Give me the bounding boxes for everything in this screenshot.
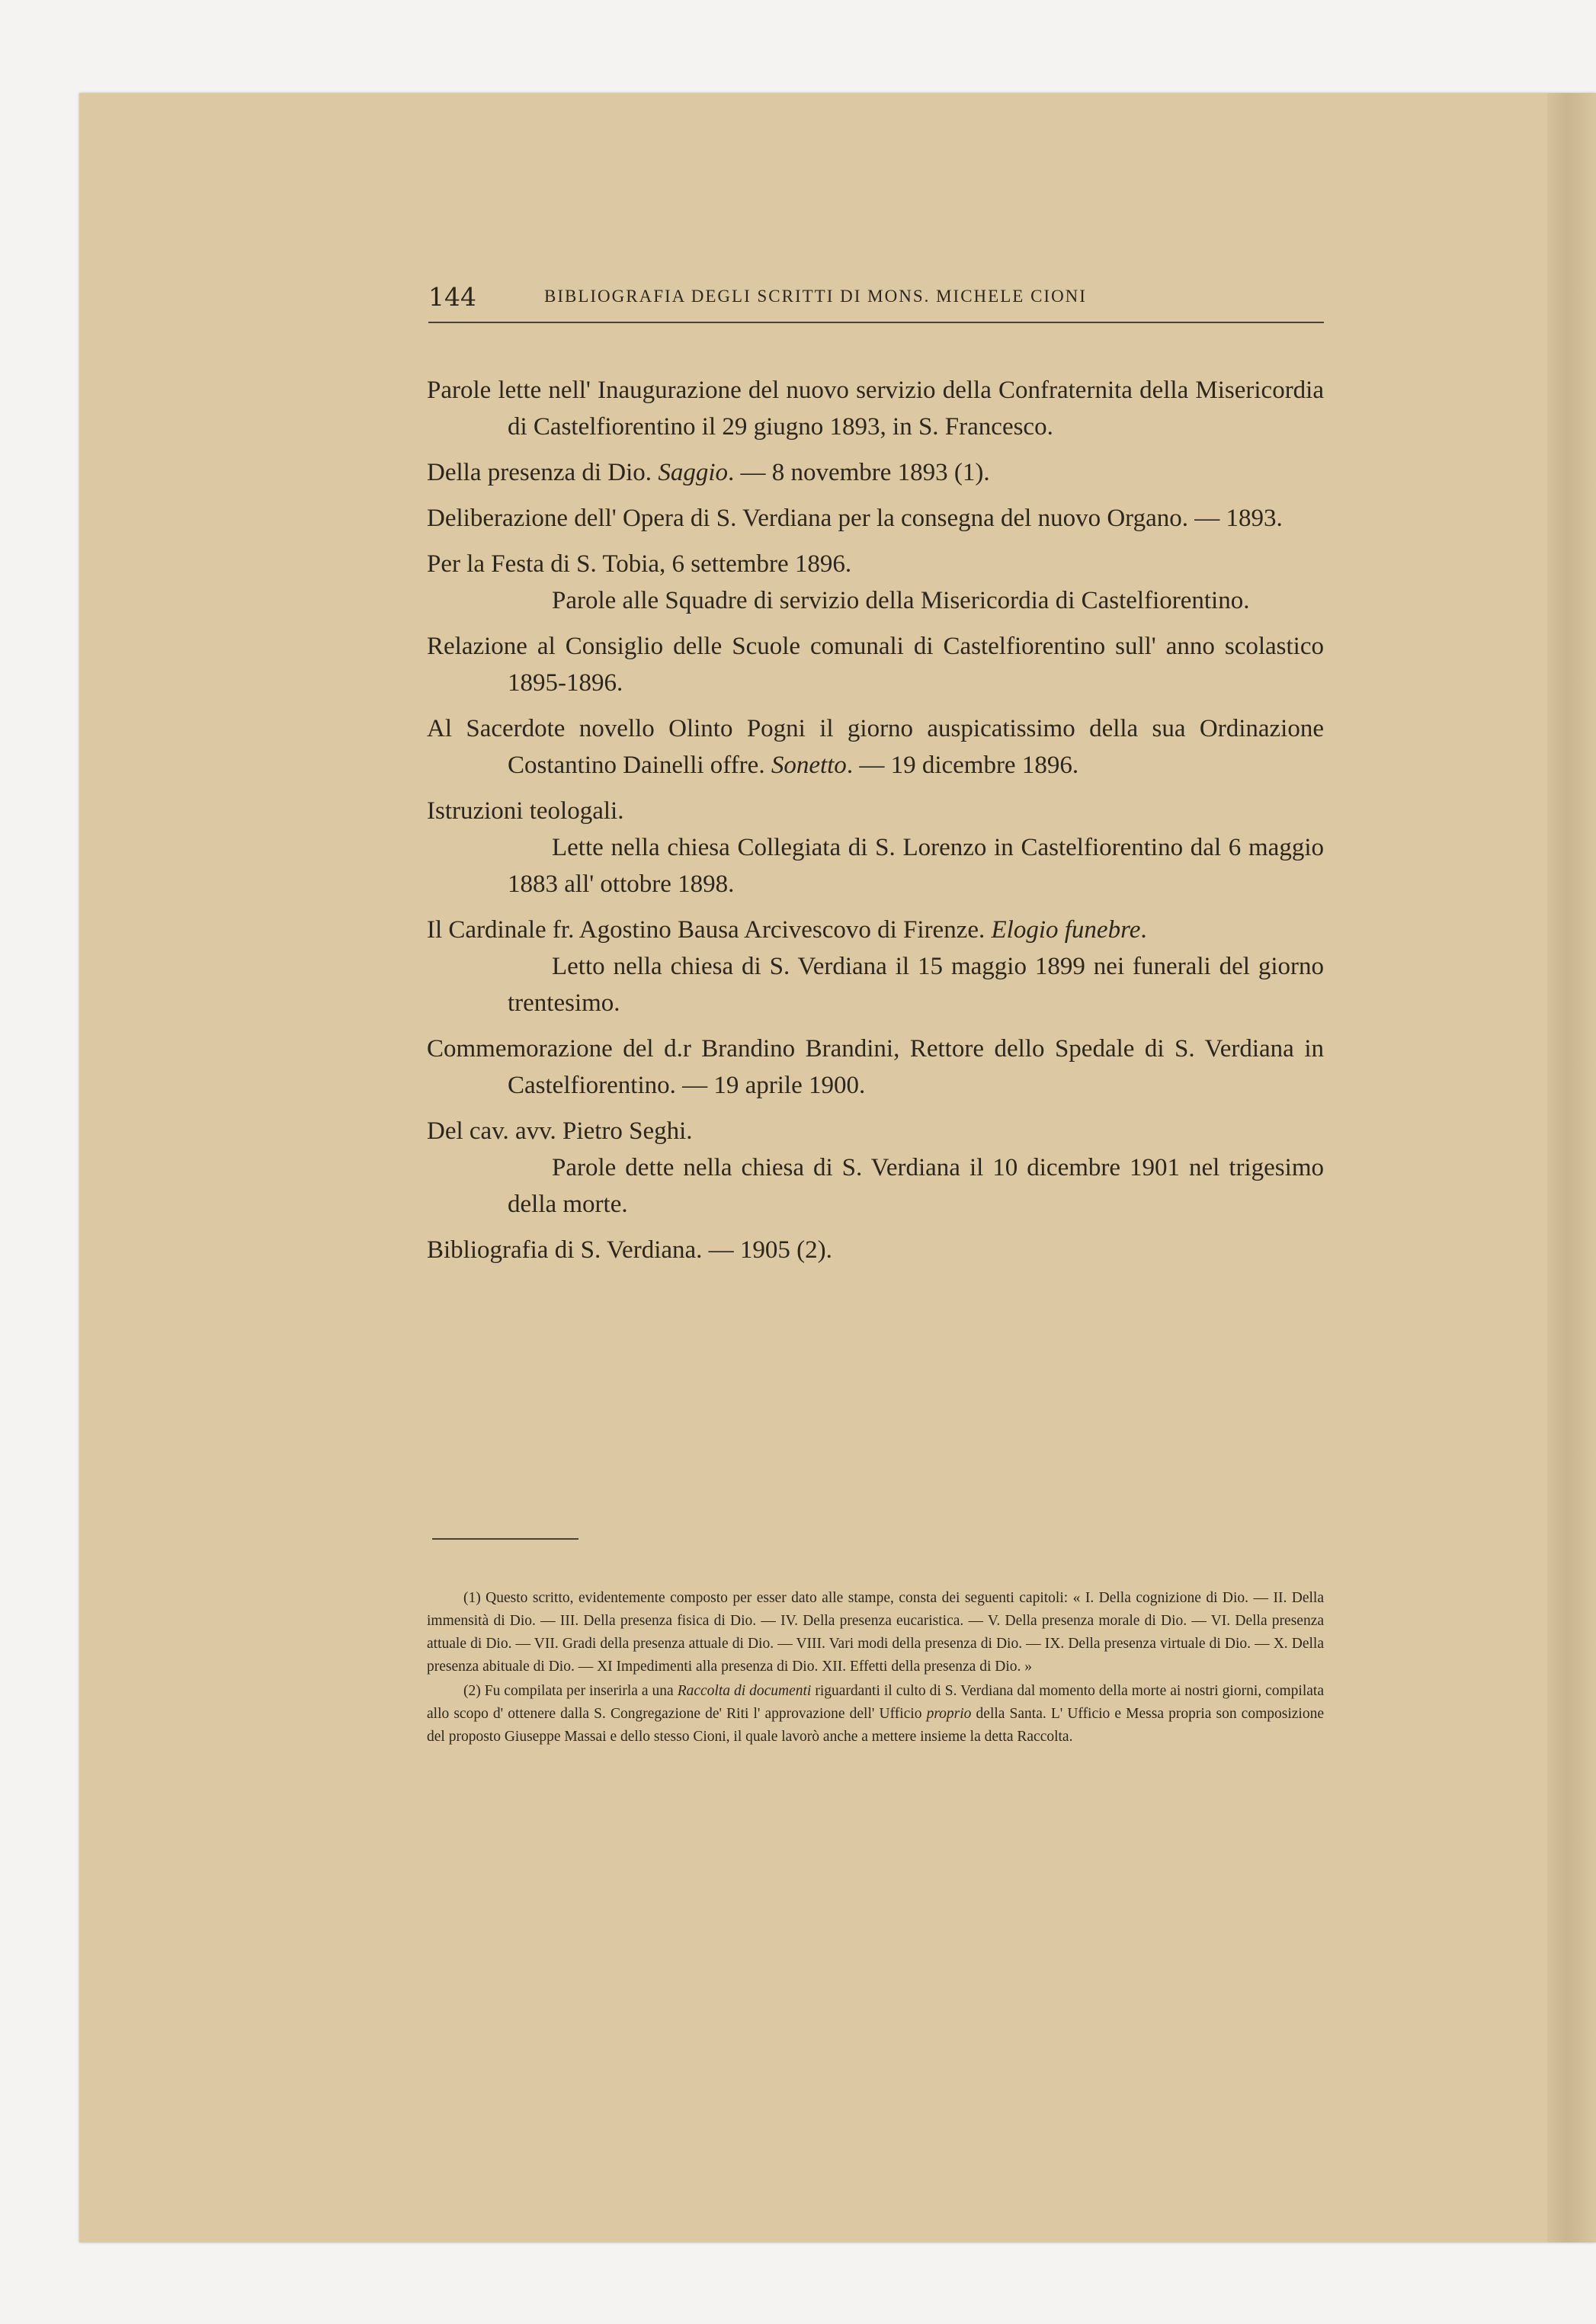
bibliography-entry: Deliberazione dell' Opera di S. Verdiana per la consegna del nuovo Organo. — 1893.	[427, 505, 1283, 532]
entry-note: Parole dette nella chiesa di S. Verdiana il 10 dicembre 1901 nel trigesimo della morte.	[508, 1154, 1324, 1218]
footnote-divider	[432, 1538, 578, 1540]
page-spine-edge	[1547, 93, 1596, 2242]
entry-note: Lette nella chiesa Collegiata di S. Lorenzo in Castelfiorentino dal 6 maggio 1883 all' ottobre 1898.	[508, 834, 1324, 898]
entry-note: Letto nella chiesa di S. Verdiana il 15 maggio 1899 nei funerali del giorno trentesimo.	[508, 953, 1324, 1017]
bibliography-entry: Per la Festa di S. Tobia, 6 settembre 1896. Parole alle Squadre di servizio della Misericordia di Castelfiorentino.	[427, 546, 1324, 619]
bibliography-entry: Della presenza di Dio. Saggio. — 8 novembre 1893 (1).	[427, 459, 990, 486]
bibliography-entry: Relazione al Consiglio delle Scuole comunali di Castelfiorentino sull' anno scolastico 1895-1896.	[427, 633, 1324, 697]
page-header	[428, 276, 1324, 323]
bibliography-entry: Del cav. avv. Pietro Seghi. Parole dette nella chiesa di S. Verdiana il 10 dicembre 1901 nel trigesimo della morte.	[427, 1113, 1324, 1223]
bibliography-entry: Bibliografia di S. Verdiana. — 1905 (2).	[427, 1236, 832, 1264]
bibliography-entry: Istruzioni teologali. Lette nella chiesa Collegiata di S. Lorenzo in Castelfiorentino dal 6 maggio 1883 all' ottobre 1898.	[427, 793, 1324, 902]
bibliography-entries	[427, 372, 1324, 1277]
entry-note: Parole alle Squadre di servizio della Misericordia di Castelfiorentino.	[552, 587, 1250, 614]
footnote: (2) Fu compilata per inserirla a una Raccolta di documenti riguardanti il culto di S. Verdiana dal momento della morte ai nostri giorni, compilata allo scopo d' ottenere dalla S. Congregazione de' Riti l' approvazione dell' Ufficio proprio della Santa. L' Ufficio e Messa propria son composizione del proposto Giuseppe Massai e dello stesso Cioni, il quale lavorò anche a mettere insieme la detta Raccolta.	[427, 1683, 1324, 1745]
bibliography-entry: Al Sacerdote novello Olinto Pogni il giorno auspicatissimo della sua Ordinazione Costantino Dainelli offre. Sonetto. — 19 dicembre 1896.	[427, 715, 1324, 779]
footnote: (1) Questo scritto, evidentemente composto per esser dato alle stampe, consta dei seguenti capitoli: « I. Della cognizione di Dio. — II. Della immensità di Dio. — III. Della presenza fisica di Dio. — IV. Della presenza eucaristica. — V. Della presenza morale di Dio. — VI. Della presenza attuale di Dio. — VII. Gradi della presenza attuale di Dio. — VIII. Vari modi della presenza di Dio. — IX. Della presenza virtuale di Dio. — X. Della presenza abituale di Dio. — XI Impedimenti alla presenza di Dio. XII. Effetti della presenza di Dio. »	[427, 1590, 1324, 1675]
page-number: 144	[428, 282, 476, 312]
running-head: BIBLIOGRAFIA DEGLI SCRITTI DI MONS. MICHELE CIONI	[544, 287, 1087, 306]
bibliography-entry: Commemorazione del d.r Brandino Brandini, Rettore dello Spedale di S. Verdiana in Castelfiorentino. — 19 aprile 1900.	[427, 1035, 1324, 1099]
bibliography-entry: Parole lette nell' Inaugurazione del nuovo servizio della Confraternita della Misericordia di Castelfiorentino il 29 giugno 1893, in S. Francesco.	[427, 377, 1324, 441]
footnotes	[427, 1587, 1324, 1750]
bibliography-entry: Il Cardinale fr. Agostino Bausa Arcivescovo di Firenze. Elogio funebre. Letto nella chiesa di S. Verdiana il 15 maggio 1899 nei funerali del giorno trentesimo.	[427, 912, 1324, 1021]
